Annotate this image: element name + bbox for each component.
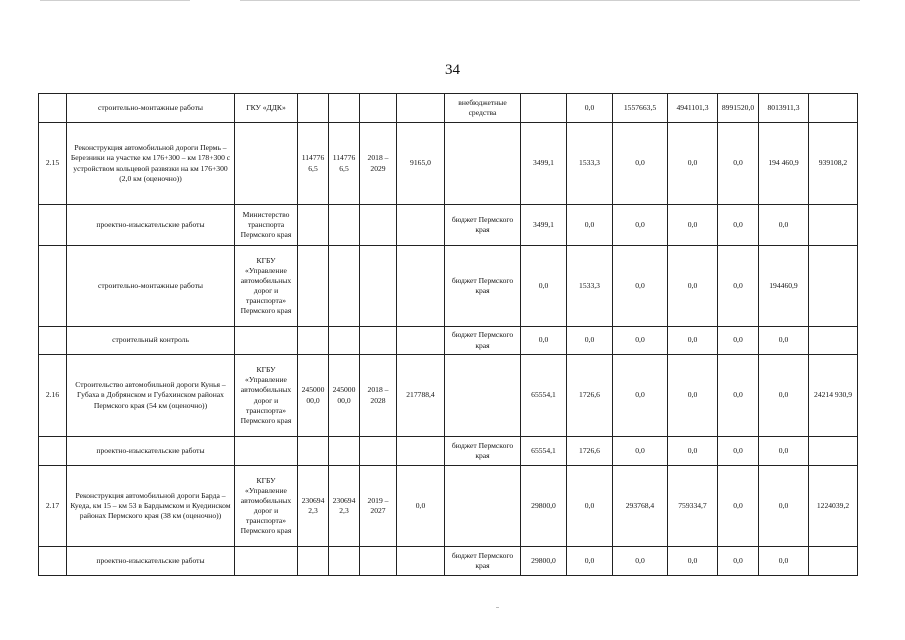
cell-v2: 1533,3 <box>567 123 613 205</box>
cell-num <box>39 437 67 466</box>
cell-name: Реконструкция автомобильной дороги Барда – Куеда, км 15 – км 53 в Бардымском и Куединском районах Пермского края (38 км (оценочно)) <box>67 466 235 547</box>
cell-customer: ГКУ «ДДК» <box>235 94 298 123</box>
cell-v7 <box>809 94 858 123</box>
cell-v1: 65554,1 <box>521 437 567 466</box>
cell-source: внебюджетные средства <box>445 94 521 123</box>
cell-num <box>39 205 67 246</box>
cell-source: бюджет Пермского края <box>445 437 521 466</box>
cell-v6: 8013911,3 <box>759 94 809 123</box>
cell-c1 <box>298 94 329 123</box>
cell-name: Строительство автомобильной дороги Кунья – Губаха в Добрянском и Губахинском районах Пермского края (54 км (оценочно)) <box>67 355 235 437</box>
cell-v5: 0,0 <box>718 547 759 576</box>
scan-speck <box>496 607 499 608</box>
cell-v2: 0,0 <box>567 466 613 547</box>
cell-v2: 0,0 <box>567 547 613 576</box>
cell-v5: 0,0 <box>718 205 759 246</box>
cell-v7 <box>809 246 858 327</box>
cell-v5: 0,0 <box>718 246 759 327</box>
table-row <box>39 94 858 123</box>
scan-top-line <box>40 0 190 1</box>
cell-v7 <box>809 437 858 466</box>
cell-period <box>360 94 397 123</box>
cell-source <box>445 123 521 205</box>
cell-v4: 0,0 <box>668 547 718 576</box>
cell-customer <box>235 327 298 355</box>
table-row <box>39 123 858 205</box>
cell-v1: 0,0 <box>521 327 567 355</box>
cell-v4: 759334,7 <box>668 466 718 547</box>
cell-num <box>39 327 67 355</box>
cell-v1 <box>521 94 567 123</box>
cell-c1 <box>298 205 329 246</box>
cell-c2 <box>329 437 360 466</box>
cell-c3: 217788,4 <box>397 355 445 437</box>
cell-source: бюджет Пермского края <box>445 547 521 576</box>
cell-c2 <box>329 205 360 246</box>
cell-v4: 0,0 <box>668 327 718 355</box>
cell-name: строительно-монтажные работы <box>67 94 235 123</box>
cell-v3: 293768,4 <box>613 466 668 547</box>
cell-v2: 1726,6 <box>567 437 613 466</box>
cell-v4: 0,0 <box>668 355 718 437</box>
cell-name: проектно-изыскательские работы <box>67 547 235 576</box>
cell-name: строительный контроль <box>67 327 235 355</box>
cell-period <box>360 246 397 327</box>
table-row <box>39 466 858 547</box>
cell-c2 <box>329 547 360 576</box>
cell-v3: 1557663,5 <box>613 94 668 123</box>
cell-c3 <box>397 437 445 466</box>
cell-v7 <box>809 205 858 246</box>
cell-c3 <box>397 94 445 123</box>
cell-c2 <box>329 327 360 355</box>
cell-c1: 24500000,0 <box>298 355 329 437</box>
cell-v3: 0,0 <box>613 123 668 205</box>
cell-v4: 4941101,3 <box>668 94 718 123</box>
cell-v1: 29800,0 <box>521 466 567 547</box>
cell-num: 2.15 <box>39 123 67 205</box>
cell-num <box>39 94 67 123</box>
cell-period <box>360 327 397 355</box>
cell-period <box>360 437 397 466</box>
cell-c1: 1147766,5 <box>298 123 329 205</box>
cell-v7: 939108,2 <box>809 123 858 205</box>
cell-v5: 0,0 <box>718 437 759 466</box>
table-row <box>39 547 858 576</box>
cell-v6: 0,0 <box>759 547 809 576</box>
cell-v5: 0,0 <box>718 123 759 205</box>
table-row <box>39 246 858 327</box>
cell-c1 <box>298 246 329 327</box>
cell-v1: 3499,1 <box>521 205 567 246</box>
cell-c1 <box>298 327 329 355</box>
table-row <box>39 437 858 466</box>
cell-num <box>39 246 67 327</box>
program-table <box>38 93 858 576</box>
cell-v3: 0,0 <box>613 327 668 355</box>
cell-customer: КГБУ «Управление автомобильных дорог и транспорта» Пермского края <box>235 355 298 437</box>
cell-c2 <box>329 94 360 123</box>
cell-source: бюджет Пермского края <box>445 205 521 246</box>
cell-c3 <box>397 547 445 576</box>
table-row <box>39 205 858 246</box>
cell-v4: 0,0 <box>668 123 718 205</box>
cell-c2: 24500000,0 <box>329 355 360 437</box>
cell-v5: 0,0 <box>718 355 759 437</box>
cell-num <box>39 547 67 576</box>
cell-customer <box>235 123 298 205</box>
cell-v5: 0,0 <box>718 466 759 547</box>
cell-v7 <box>809 547 858 576</box>
cell-num: 2.17 <box>39 466 67 547</box>
cell-c3 <box>397 205 445 246</box>
cell-v6: 194 460,9 <box>759 123 809 205</box>
cell-v7 <box>809 327 858 355</box>
cell-customer: КГБУ «Управление автомобильных дорог и транспорта» Пермского края <box>235 466 298 547</box>
cell-c1: 2306942,3 <box>298 466 329 547</box>
cell-v3: 0,0 <box>613 246 668 327</box>
cell-v5: 8991520,0 <box>718 94 759 123</box>
cell-v1: 65554,1 <box>521 355 567 437</box>
cell-v2: 0,0 <box>567 205 613 246</box>
cell-customer <box>235 437 298 466</box>
cell-v4: 0,0 <box>668 205 718 246</box>
cell-name: проектно-изыскательские работы <box>67 205 235 246</box>
cell-v6: 0,0 <box>759 327 809 355</box>
cell-v1: 3499,1 <box>521 123 567 205</box>
cell-v7: 24214 930,9 <box>809 355 858 437</box>
cell-customer <box>235 547 298 576</box>
cell-source: бюджет Пермского края <box>445 246 521 327</box>
table-body <box>39 94 858 576</box>
cell-v3: 0,0 <box>613 355 668 437</box>
cell-name: Реконструкция автомобильной дороги Пермь – Березники на участке км 176+300 – км 178+300 с устройством кольцевой развязки на км 176+300 (2,0 км (оценочно)) <box>67 123 235 205</box>
table-row <box>39 327 858 355</box>
cell-v5: 0,0 <box>718 327 759 355</box>
cell-v6: 0,0 <box>759 466 809 547</box>
cell-v4: 0,0 <box>668 437 718 466</box>
cell-period: 2018 – 2029 <box>360 123 397 205</box>
cell-source <box>445 466 521 547</box>
cell-v2: 1533,3 <box>567 246 613 327</box>
cell-v3: 0,0 <box>613 437 668 466</box>
cell-c3: 9165,0 <box>397 123 445 205</box>
page-number: 34 <box>445 62 460 78</box>
cell-c3 <box>397 327 445 355</box>
cell-c2: 2306942,3 <box>329 466 360 547</box>
cell-customer: КГБУ «Управление автомобильных дорог и транспорта» Пермского края <box>235 246 298 327</box>
cell-period: 2019 – 2027 <box>360 466 397 547</box>
cell-v2: 0,0 <box>567 327 613 355</box>
cell-v7: 1224039,2 <box>809 466 858 547</box>
cell-c3 <box>397 246 445 327</box>
cell-name: проектно-изыскательские работы <box>67 437 235 466</box>
cell-period <box>360 547 397 576</box>
cell-c3: 0,0 <box>397 466 445 547</box>
cell-period: 2018 – 2028 <box>360 355 397 437</box>
cell-v3: 0,0 <box>613 205 668 246</box>
table-row <box>39 355 858 437</box>
cell-c1 <box>298 437 329 466</box>
cell-customer: Министерство транспорта Пермского края <box>235 205 298 246</box>
cell-v2: 0,0 <box>567 94 613 123</box>
cell-v2: 1726,6 <box>567 355 613 437</box>
cell-v6: 0,0 <box>759 355 809 437</box>
cell-source: бюджет Пермского края <box>445 327 521 355</box>
cell-c1 <box>298 547 329 576</box>
cell-v1: 29800,0 <box>521 547 567 576</box>
cell-name: строительно-монтажные работы <box>67 246 235 327</box>
cell-v3: 0,0 <box>613 547 668 576</box>
cell-source <box>445 355 521 437</box>
cell-c2: 1147766,5 <box>329 123 360 205</box>
cell-v1: 0,0 <box>521 246 567 327</box>
cell-v6: 194460,9 <box>759 246 809 327</box>
cell-v6: 0,0 <box>759 437 809 466</box>
cell-c2 <box>329 246 360 327</box>
cell-num: 2.16 <box>39 355 67 437</box>
cell-v4: 0,0 <box>668 246 718 327</box>
cell-period <box>360 205 397 246</box>
cell-v6: 0,0 <box>759 205 809 246</box>
scan-top-line <box>240 0 860 1</box>
